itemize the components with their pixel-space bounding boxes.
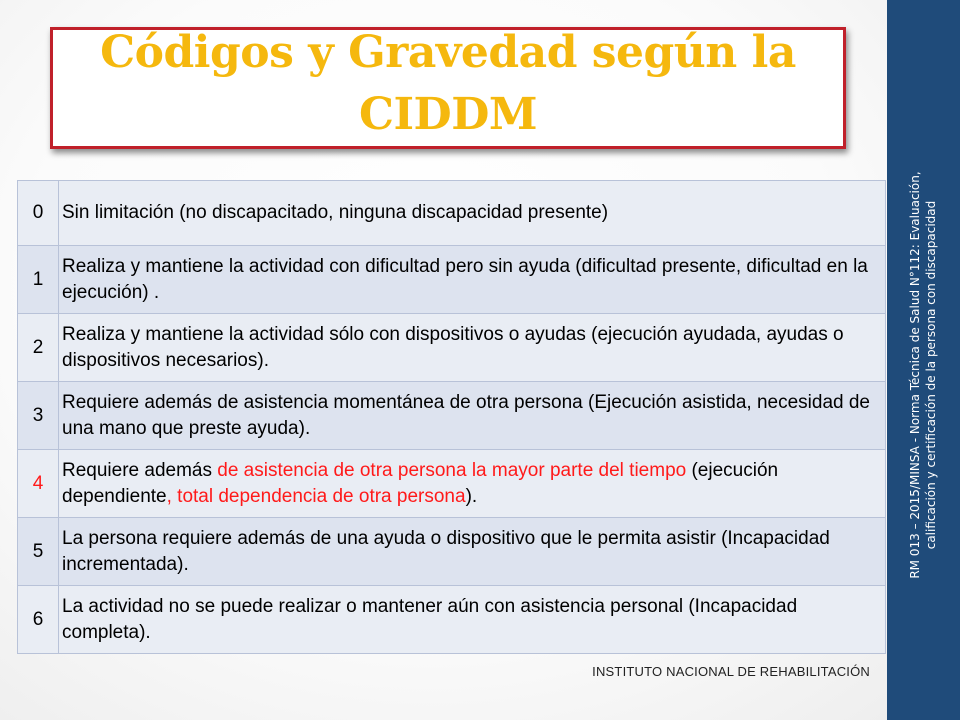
severity-code: 0 [18,181,59,246]
slide-title-line-1: Códigos y Gravedad según la [100,27,796,78]
sidebar-line-1: RM 013 – 2015/MINSA - Norma Técnica de Salud N°112: Evaluación, [908,171,922,579]
table-row [18,450,886,518]
highlighted-text: de asistencia de otra persona la mayor parte del tiempo [217,459,687,481]
severity-description: Requiere además de asistencia momentánea de otra persona (Ejecución asistida, necesidad de una mano que preste ayuda). [59,382,886,450]
sidebar-reference-text [907,55,939,695]
description-text: (ejecución dependiente [62,459,779,507]
severity-description: Realiza y mantiene la actividad sólo con dispositivos o ayudas (ejecución ayudada, ayudas o dispositivos necesarios). [59,314,886,382]
slide-title [50,22,846,146]
severity-description [59,450,886,518]
sidebar-line-2: calificación y certificación de la persona con discapacidad [924,200,938,550]
severity-code: 6 [18,586,59,654]
severity-code: 3 [18,382,59,450]
table-row [18,246,886,314]
severity-description: Sin limitación (no discapacitado, ninguna discapacidad presente) [59,181,886,246]
footer-institution: INSTITUTO NACIONAL DE REHABILITACIÓN [592,664,870,679]
table-row [18,586,886,654]
severity-description: Realiza y mantiene la actividad con dificultad pero sin ayuda (dificultad presente, dificultad en la ejecución) . [59,246,886,314]
table-row [18,518,886,586]
severity-code: 4 [18,450,59,518]
severity-code: 5 [18,518,59,586]
description-text: ). [465,485,478,507]
table-row [18,382,886,450]
slide-title-line-2: CIDDM [358,89,538,140]
severity-description: La actividad no se puede realizar o mantener aún con asistencia personal (Incapacidad completa). [59,586,886,654]
table-row [18,181,886,246]
severity-code: 2 [18,314,59,382]
table-row [18,314,886,382]
severity-code: 1 [18,246,59,314]
highlighted-text: , total dependencia de otra persona [166,485,466,507]
severity-codes-table [17,180,886,654]
description-text: Requiere además [62,459,218,481]
severity-description: La persona requiere además de una ayuda o dispositivo que le permita asistir (Incapacidad incrementada). [59,518,886,586]
